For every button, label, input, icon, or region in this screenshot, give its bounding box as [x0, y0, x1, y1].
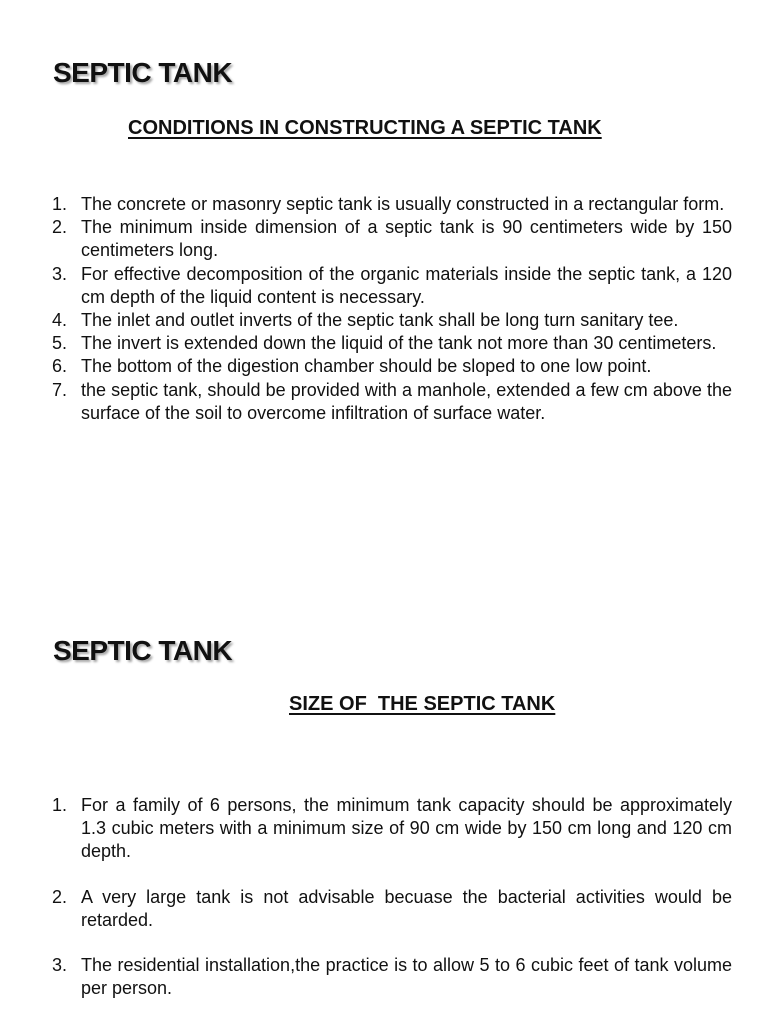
item-number: 1.	[52, 795, 68, 815]
list-item	[52, 332, 732, 355]
item-text: The bottom of the digestion chamber should be sloped to one low point.	[81, 356, 652, 377]
slide-title: SEPTIC TANK	[53, 635, 233, 666]
list-item	[52, 954, 732, 1000]
size-list	[52, 794, 732, 1022]
item-text: The minimum inside dimension of a septic tank is 90 centimeters wide by 150 centimeters long.	[81, 217, 732, 261]
list-item	[52, 263, 732, 309]
item-text: The residential installation,the practice is to allow 5 to 6 cubic feet of tank volume per person.	[81, 955, 732, 999]
item-text: The invert is extended down the liquid of the tank not more than 30 centimeters.	[81, 333, 717, 354]
item-number: 3.	[52, 955, 68, 976]
item-text: the septic tank, should be provided with a manhole, extended a few cm above the surface of the soil to overcome infiltration of surface water.	[81, 379, 732, 423]
item-number: 5.	[52, 333, 68, 354]
list-item	[52, 309, 732, 332]
item-text: The inlet and outlet inverts of the septic tank shall be long turn sanitary tee.	[81, 310, 679, 331]
slide-title: SEPTIC TANK	[53, 57, 233, 88]
list-item	[52, 379, 732, 425]
item-number: 2.	[52, 886, 68, 907]
item-number: 2.	[52, 217, 68, 238]
list-item	[52, 886, 732, 932]
list-item	[52, 193, 732, 216]
list-item	[52, 794, 732, 864]
conditions-list	[52, 193, 732, 425]
item-text: For effective decomposition of the organic materials inside the septic tank, a 120 cm depth of the liquid content is necessary.	[81, 263, 732, 307]
item-number: 3.	[52, 263, 68, 284]
list-item	[52, 355, 732, 378]
item-text: The concrete or masonry septic tank is usually constructed in a rectangular form.	[81, 194, 725, 214]
item-number: 4.	[52, 310, 68, 331]
section-heading: SIZE OF THE SEPTIC TANK	[289, 693, 556, 715]
item-text: For a family of 6 persons, the minimum tank capacity should be approximately 1.3 cubic meters with a minimum size of 90 cm wide by 150 cm long and 120 cm depth.	[81, 795, 732, 862]
item-number: 1.	[52, 194, 68, 214]
list-item	[52, 216, 732, 262]
section-heading: CONDITIONS IN CONSTRUCTING A SEPTIC TANK	[128, 117, 602, 139]
item-text: A very large tank is not advisable becuase the bacterial activities would be retarded.	[81, 886, 732, 930]
item-number: 7.	[52, 379, 68, 400]
item-number: 6.	[52, 356, 68, 377]
